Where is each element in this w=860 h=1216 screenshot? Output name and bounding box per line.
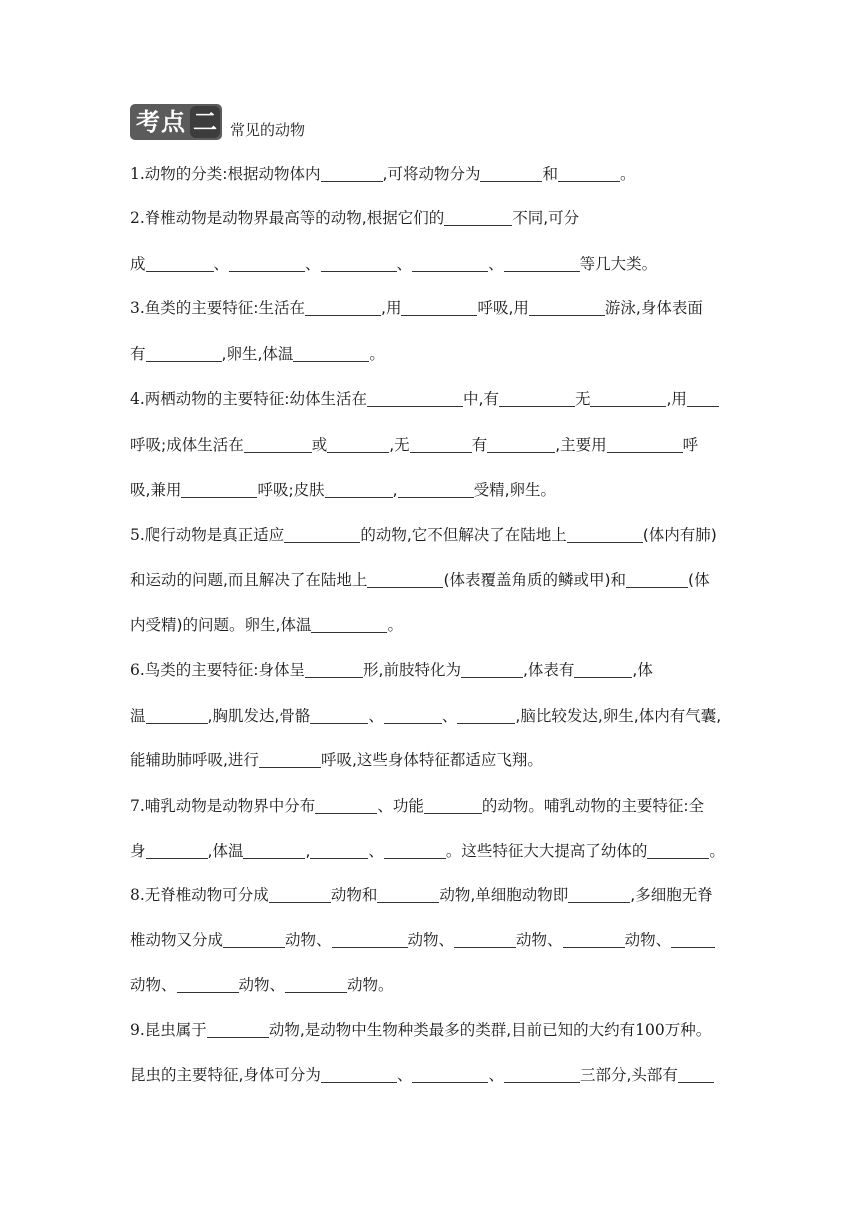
answer-blank[interactable] [259,751,321,768]
section-badge-label: 考点 [136,108,186,136]
question-text: 呼吸,用 [477,299,529,317]
question-text: ,用 [381,299,402,317]
answer-blank[interactable] [207,1021,269,1038]
answer-blank[interactable] [504,255,580,272]
answer-blank[interactable] [444,209,512,226]
question-text: ,卵生,体温 [221,345,294,363]
answer-blank[interactable] [367,390,463,407]
question-text: 。 [709,842,725,860]
question-text: ,多细胞无脊 [630,886,713,904]
question-line [130,795,704,817]
question-text: 温 [130,707,146,725]
question-line [130,434,698,456]
question-text: 游泳,身体表面 [604,299,703,317]
answer-blank[interactable] [321,165,383,182]
answer-blank[interactable] [568,886,630,903]
question-line [130,479,556,501]
question-line [130,207,579,229]
answer-blank[interactable] [558,165,620,182]
question-text: 三部分,头部有 [579,1066,678,1084]
question-text: 吸,兼用 [130,481,182,499]
answer-blank[interactable] [223,931,285,948]
answer-blank[interactable] [499,390,575,407]
answer-blank[interactable] [315,797,377,814]
question-text: 、功能 [377,797,424,815]
question-text: 等几大类。 [579,255,658,273]
question-number: 7. [130,797,145,815]
question-line [130,705,721,727]
question-text: 呼吸;成体生活在 [130,436,244,454]
answer-blank[interactable] [529,299,605,316]
answer-blank[interactable] [384,842,446,859]
question-text: 、 [368,842,384,860]
answer-blank[interactable] [384,707,442,724]
question-text: 或 [311,436,328,454]
answer-blank[interactable] [398,481,474,498]
question-text: (体内有肺) [642,526,717,544]
question-line [130,659,653,681]
question-text: 、 [368,707,384,725]
answer-blank[interactable] [678,1066,714,1083]
question-text: ,可将动物分为 [382,165,481,183]
answer-blank[interactable] [321,255,397,272]
answer-blank[interactable] [626,571,688,588]
question-text: ,胸肌发达,骨骼 [207,707,311,725]
answer-blank[interactable] [687,390,719,407]
question-text: 昆虫的主要特征,身体可分为 [130,1066,321,1084]
answer-blank[interactable] [305,661,363,678]
question-text: , [392,481,398,499]
question-text: (体表覆盖角质的鳞或甲)和 [443,571,627,589]
question-line [130,569,710,591]
question-text: 的动物,它不但解决了在陆地上 [360,526,567,544]
question-text: , [305,842,311,860]
question-text: ,体温 [207,842,244,860]
answer-blank[interactable] [332,931,408,948]
answer-blank[interactable] [401,299,477,316]
answer-blank[interactable] [181,481,257,498]
question-text: 、 [488,255,504,273]
question-text: ,无 [389,436,410,454]
answer-blank[interactable] [647,842,709,859]
question-text: 、 [396,255,413,273]
question-text: 呼 [682,436,699,454]
section-badge [130,104,222,140]
question-text: 动物、 [285,931,332,949]
answer-blank[interactable] [480,165,542,182]
answer-blank[interactable] [377,886,439,903]
question-line [130,974,394,996]
question-text: 中,有 [463,390,499,408]
section-header [130,104,305,140]
answer-blank[interactable] [487,436,555,453]
question-text: 呼吸,这些身体特征都适应飞翔。 [320,751,543,769]
question-text: 动物,是动物中生物种类最多的类群,目前已知的大约有 [268,1021,636,1039]
answer-blank[interactable] [367,571,443,588]
question-text: 动物、 [624,931,672,949]
answer-blank[interactable] [284,526,360,543]
answer-blank[interactable] [310,842,368,859]
question-line [130,614,403,636]
question-text: ,体表有 [522,661,575,679]
question-text: 的动物。哺乳动物的主要特征:全 [481,797,705,815]
question-number: 4. [130,390,145,408]
answer-blank[interactable] [504,1066,580,1083]
question-text: 不同,可分 [512,209,580,227]
question-number: 8. [130,886,145,904]
question-line [130,388,719,410]
answer-blank[interactable] [229,255,305,272]
answer-blank[interactable] [146,842,208,859]
question-text: 有 [471,436,488,454]
answer-blank[interactable] [327,436,389,453]
answer-blank[interactable] [412,1066,488,1083]
answer-blank[interactable] [607,436,683,453]
answer-blank[interactable] [457,707,515,724]
question-text: 、 [305,255,321,273]
question-text: 、 [488,1066,504,1084]
question-line [130,253,657,275]
question-text: 动物,单细胞动物即 [439,886,569,904]
question-text: 动物、 [238,976,286,994]
answer-blank[interactable] [590,390,666,407]
question-line [130,929,715,951]
question-text: 。这些特征大大提高了幼体的 [445,842,648,860]
answer-blank[interactable] [424,797,482,814]
answer-blank[interactable] [146,707,208,724]
question-text: 爬行动物是真正适应 [144,526,285,544]
question-line [130,749,543,771]
question-line [130,163,636,185]
question-text: 有 [130,345,146,363]
answer-blank[interactable] [269,886,331,903]
question-text: 。 [369,345,385,363]
question-text: 两栖动物的主要特征:幼体生活在 [144,390,368,408]
question-number: 1. [130,165,145,183]
answer-blank[interactable] [412,255,488,272]
section-badge-number: 二 [190,106,220,138]
question-number: 6. [130,661,145,679]
question-text: 。 [387,616,403,634]
answer-blank[interactable] [146,345,222,362]
question-text: 脊椎动物是动物界最高等的动物,根据它们的 [144,209,445,227]
question-text: 、 [441,707,458,725]
question-text: ,主要用 [555,436,607,454]
question-number: 100 [635,1021,665,1039]
answer-blank[interactable] [567,526,643,543]
question-text: 动物和 [330,886,378,904]
question-line [130,343,385,365]
question-line [130,524,717,546]
question-text: 无脊椎动物可分成 [144,886,269,904]
question-line [130,1019,711,1041]
question-text: 昆虫属于 [144,1021,207,1039]
answer-blank[interactable] [293,345,369,362]
question-number: 2. [130,209,145,227]
question-text: 形,前肢特化为 [363,661,461,679]
question-text: ,脑比较发达,卵生,体内有气囊, [515,707,722,725]
question-text: 无 [574,390,591,408]
question-text: 鸟类的主要特征:身体呈 [144,661,306,679]
answer-blank[interactable] [321,1066,397,1083]
question-text: 动物、 [516,931,563,949]
question-text: 、 [213,255,230,273]
answer-blank[interactable] [671,931,715,948]
question-text: 、 [396,1066,413,1084]
question-text: 能辅助肺呼吸,进行 [130,751,259,769]
answer-blank[interactable] [410,436,472,453]
question-text: ,体 [632,661,653,679]
answer-blank[interactable] [325,481,393,498]
question-number: 9. [130,1021,145,1039]
question-line [130,297,703,319]
question-text: 动物的分类:根据动物体内 [144,165,321,183]
question-text: 万种。 [664,1021,712,1039]
question-line [130,840,725,862]
answer-blank[interactable] [146,255,214,272]
question-text: 身 [130,842,146,860]
question-text: 椎动物又分成 [130,931,224,949]
answer-blank[interactable] [305,299,381,316]
section-title: 常见的动物 [230,121,306,139]
question-line [130,1064,714,1086]
answer-blank[interactable] [243,842,305,859]
answer-blank[interactable] [285,976,347,993]
question-text: 和运动的问题,而且解决了在陆地上 [130,571,368,589]
question-text: 。 [619,165,636,183]
answer-blank[interactable] [454,931,516,948]
question-text: 和 [542,165,558,183]
question-text: 鱼类的主要特征:生活在 [144,299,306,317]
question-text: 动物、 [407,931,455,949]
question-text: 动物、 [130,976,177,994]
question-line [130,884,713,906]
answer-blank[interactable] [311,616,387,633]
question-text: 成 [130,255,146,273]
question-text: 内受精)的问题。卵生,体温 [130,616,312,634]
answer-blank[interactable] [177,976,239,993]
question-text: ,用 [666,390,687,408]
answer-blank[interactable] [563,931,625,948]
question-number: 5. [130,526,145,544]
answer-blank[interactable] [244,436,312,453]
question-number: 3. [130,299,145,317]
question-text: 哺乳动物是动物界中分布 [144,797,316,815]
question-text: 动物。 [347,976,394,994]
question-text: 呼吸;皮肤 [257,481,325,499]
answer-blank[interactable] [461,661,523,678]
question-text: 受精,卵生。 [473,481,557,499]
question-text: (体 [688,571,710,589]
answer-blank[interactable] [310,707,368,724]
answer-blank[interactable] [574,661,632,678]
